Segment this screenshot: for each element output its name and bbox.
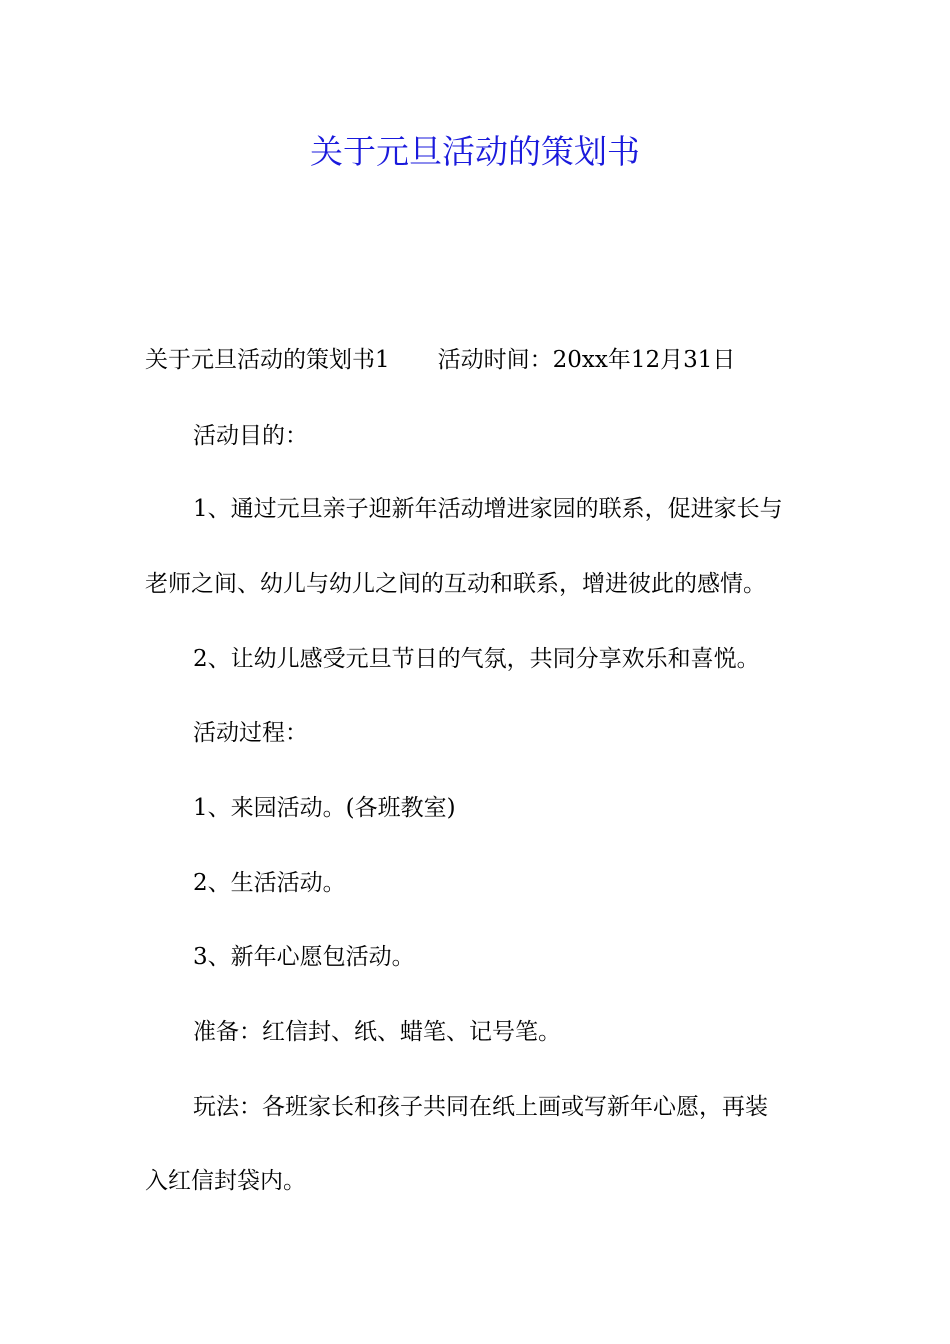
document-title: 关于元旦活动的策划书	[310, 132, 640, 171]
paragraph-line: 2、让幼儿感受元旦节日的气氛，共同分享欢乐和喜悦。	[193, 646, 760, 672]
paragraph-line: 活动目的：	[193, 423, 308, 449]
paragraph-line: 玩法：各班家长和孩子共同在纸上画或写新年心愿，再装	[193, 1094, 768, 1120]
paragraph-line: 老师之间、幼儿与幼儿之间的互动和联系，增进彼此的感情。	[145, 571, 766, 597]
paragraph-line: 入红信封袋内。	[145, 1168, 306, 1194]
paragraph-line: 1、通过元旦亲子迎新年活动增进家园的联系，促进家长与	[193, 496, 783, 522]
paragraph-line: 准备：红信封、纸、蜡笔、记号笔。	[193, 1019, 561, 1045]
event-time: 活动时间：20xx年12月31日	[437, 347, 736, 373]
document-heading-line	[145, 342, 815, 378]
paragraph-line: 1、来园活动。(各班教室)	[193, 795, 456, 821]
paragraph-line: 活动过程：	[193, 720, 308, 746]
paragraph-line: 2、生活活动。	[193, 870, 346, 896]
paragraph-line: 3、新年心愿包活动。	[193, 944, 415, 970]
section-title: 关于元旦活动的策划书1	[145, 347, 390, 373]
